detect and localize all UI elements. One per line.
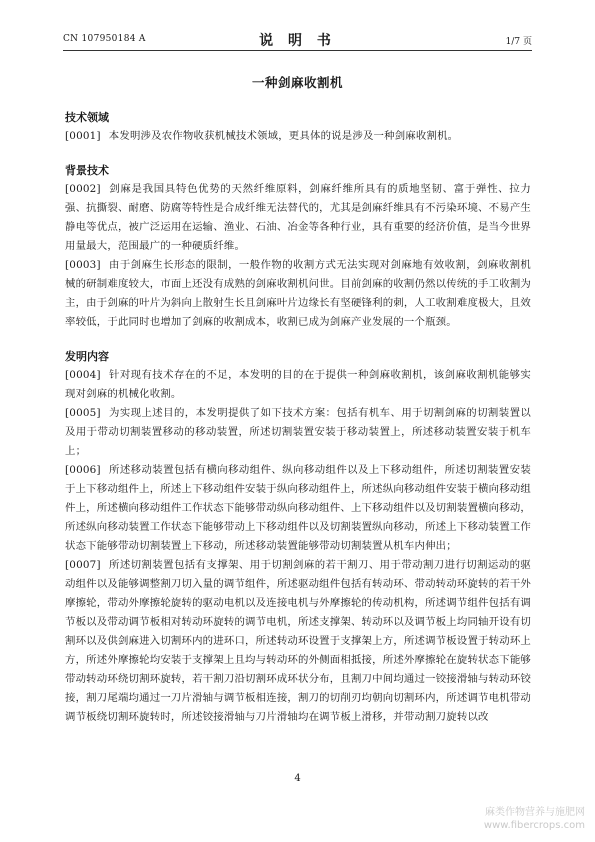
paragraph-text: 所述移动装置包括有横向移动组件、纵向移动组件以及上下移动组件，所述切割装置安装于上下移动组件上，所述上下移动组件安装于纵向移动组件上，所述纵向移动组件安装于横向移动组件上，所述横向移动组件工作状态下能够带动纵向移动组件、上下移动组件以及切割装置横向移动，所述纵向移动装置工作状态下能够带动上下移动组件以及切割装置纵向移动，所述上下移动装置工作状态下能够带动切割装置上下移动，所述移动装置能够带动切割装置从机车内伸出； (65, 464, 531, 552)
document-body (65, 108, 531, 742)
paragraph-text: 为实现上述目的，本发明提供了如下技术方案：包括有机车、用于切割剑麻的切割装置以及用于带动切割装置移动的移动装置，所述切割装置安装于移动装置上，所述移动装置安装于机车上； (65, 407, 531, 457)
page-header (63, 28, 532, 51)
page-number: 4 (294, 773, 301, 784)
paragraph-text: 剑麻是我国具特色优势的天然纤维原料，剑麻纤维所具有的质地坚韧、富于弹性、拉力强、抗撕裂、耐磨、防腐等特性是合成纤维无法替代的，尤其是剑麻纤维具有不污染环境、不易产生静电等优点，被广泛运用在运输、渔业、石油、冶金等各种行业，具有重要的经济价值，是当今世界用量最大，范围最广的一种硬质纤维。 (65, 183, 531, 252)
paragraph-number: [0006] (65, 464, 101, 476)
paragraph-number: [0005] (65, 407, 101, 419)
paragraph-text: 由于剑麻生长形态的限制，一般作物的收割方式无法实现对剑麻地有效收割，剑麻收割机械的研制难度较大，市面上还没有成熟的剑麻收割机问世。目前剑麻的收割仍然以传统的手工收割为主，由于剑麻的叶片为斜向上散射生长且剑麻叶片边缘长有坚硬锋利的刺，人工收割难度极大，且效率较低，于此同时也增加了剑麻的收割成本，收割已成为剑麻产业发展的一个瓶颈。 (65, 259, 531, 328)
paragraph-number: [0004] (65, 369, 101, 381)
section-technical-field (65, 108, 531, 146)
document-title: 一种剑麻收割机 (251, 75, 343, 90)
section-summary (65, 347, 531, 727)
paragraph-number: [0001] (65, 130, 101, 142)
watermark-site-name: 麻类作物营养与施肥网 (485, 807, 585, 818)
paragraph-text: 所述切割装置包括有支撑架、用于切割剑麻的若干割刀、用于带动割刀进行切割运动的驱动组件以及能够调整割刀切入量的调节组件，所述驱动组件包括有转动环、带动转动环旋转的若干外摩擦轮，带动外摩擦轮旋转的驱动电机以及连接电机与外摩擦轮的传动机构，所述调节组件包括有调节板以及带动调节板相对转动环旋转的调节电机，所述支撑架、转动环以及调节板上均同轴开设有切割环以及供剑麻进入切割环内的进环口，所述转动环设置于支撑架上方，所述调节板设置于转动环上方，所述外摩擦轮均安装于支撑架上且均与转动环的外侧面相抵接，所述外摩擦轮在旋转状态下能够带动转动环绕切割环旋转，若干割刀沿切割环成环状分布，且割刀中间均通过一铰接滑轴与转动环铰接，割刀尾端均通过一刀片滑轴与调节板相连接，割刀的切削刃均朝向切割环内，所述调节电机带动调节板绕切割环旋转时，所述铰接滑轴与刀片滑轴均在调节板上滑移，并带动割刀旋转以改 (65, 559, 531, 723)
paragraph (65, 461, 531, 556)
paragraph (65, 404, 531, 461)
doc-type-label: 说 明 书 (259, 33, 336, 49)
section-heading: 技术领域 (65, 111, 109, 124)
paragraph-number: [0002] (65, 183, 101, 195)
paragraph (65, 366, 531, 404)
site-watermark (484, 806, 585, 832)
paragraph (65, 180, 531, 256)
section-heading: 背景技术 (65, 164, 109, 177)
paragraph-number: [0003] (65, 259, 101, 271)
watermark-url: www.fibercrops.com (483, 820, 585, 831)
paragraph (65, 127, 531, 146)
paragraph (65, 256, 531, 332)
section-heading: 发明内容 (65, 350, 109, 363)
paragraph-number: [0007] (65, 559, 101, 571)
publication-number: CN 107950184 A (63, 34, 146, 44)
paragraph-text: 针对现有技术存在的不足，本发明的目的在于提供一种剑麻收割机，该剑麻收割机能够实现对剑麻的机械化收割。 (65, 369, 531, 400)
section-background (65, 161, 531, 332)
paragraph-text: 本发明涉及农作物收获机械技术领域，更具体的说是涉及一种剑麻收割机。 (108, 130, 459, 142)
page-indicator: 1/7 页 (505, 37, 532, 47)
paragraph (65, 556, 531, 727)
